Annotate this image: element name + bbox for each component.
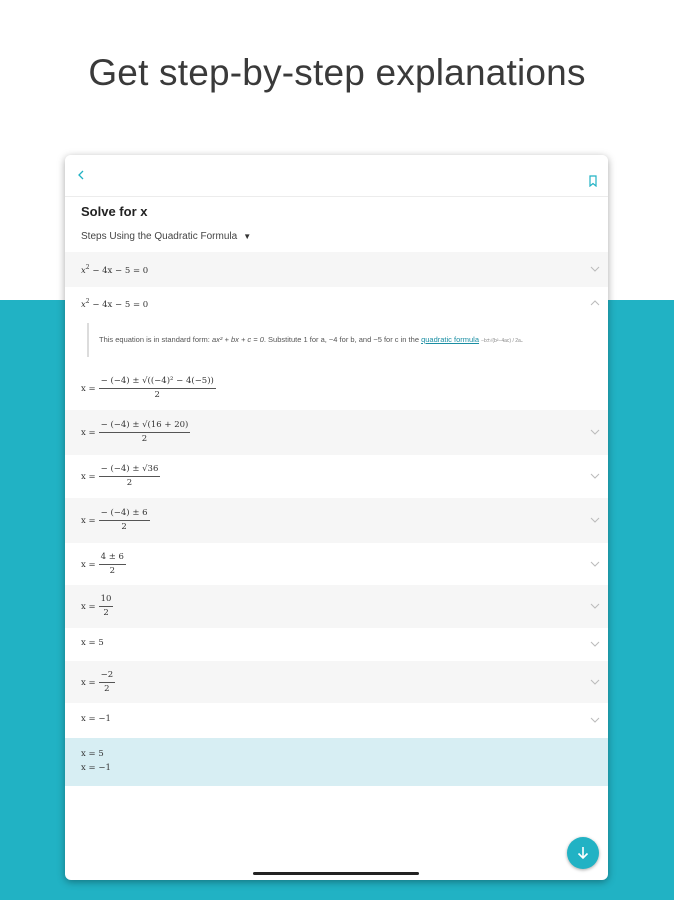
step-equation: $x^2 - 4x - 5 = 0$: [81, 298, 149, 310]
step-equation: x = $\frac{\text{− (−4) ± √((−4)² − 4(−5))}}{2}$: [81, 376, 214, 400]
tablet-screen: [65, 155, 608, 880]
final-answer: [65, 738, 608, 786]
step-row[interactable]: [65, 628, 608, 661]
method-label: Steps Using the Quadratic Formula: [81, 231, 238, 242]
step-equation: x = $\frac{- (-4) \pm √(16 + 20)}{2}$: [81, 420, 189, 444]
step-row[interactable]: [65, 410, 608, 455]
chevron-down-icon[interactable]: [590, 266, 600, 272]
chevron-down-icon[interactable]: [590, 429, 600, 435]
step-row[interactable]: [65, 498, 608, 543]
step-equation: $x^2 - 4x - 5 = 0$: [81, 264, 149, 276]
chevron-up-icon[interactable]: [590, 300, 600, 306]
page-title: Solve for x: [81, 204, 148, 219]
arrow-down-icon: [567, 837, 599, 869]
step-equation: x = $\frac{-2}{2}$: [81, 670, 114, 694]
explanation-note: This equation is in standard form: ax² + bx + c = 0. Substitute 1 for a, −4 for b, and −5 for c in the quadratic formula −b±√(b²−4ac) / 2a.: [87, 323, 592, 357]
promo-headline: Get step-by-step explanations: [88, 52, 586, 93]
step-equation: x = 5: [81, 638, 104, 648]
final-answer-line: x = −1: [81, 763, 111, 773]
chevron-down-icon[interactable]: [590, 717, 600, 723]
step-equation: x = −1: [81, 714, 111, 724]
chevron-down-icon[interactable]: [590, 473, 600, 479]
chevron-down-icon[interactable]: [590, 561, 600, 567]
caret-down-icon: ▼: [243, 232, 252, 241]
step-row[interactable]: [65, 543, 608, 585]
step-row[interactable]: [65, 585, 608, 628]
home-indicator: [253, 872, 419, 875]
step-equation: x = $\frac{10}{2}$: [81, 594, 112, 618]
quadratic-formula-link[interactable]: quadratic formula: [421, 335, 480, 344]
chevron-down-icon[interactable]: [590, 641, 600, 647]
chevron-left-icon[interactable]: [74, 168, 88, 182]
chevron-down-icon[interactable]: [590, 517, 600, 523]
final-answer-line: x = 5: [81, 749, 104, 759]
step-row[interactable]: [65, 455, 608, 498]
bookmark-icon[interactable]: [588, 175, 598, 187]
step-row[interactable]: [65, 661, 608, 703]
method-dropdown[interactable]: [81, 231, 251, 242]
chevron-down-icon[interactable]: [590, 679, 600, 685]
step-equation: x = $\frac{4 \pm 6}{2}$: [81, 552, 124, 576]
step-equation: x = $\frac{- (-4) \pm 6}{2}$: [81, 508, 148, 532]
step-row[interactable]: [65, 252, 608, 287]
chevron-down-icon[interactable]: [590, 603, 600, 609]
scroll-down-button[interactable]: [567, 837, 599, 869]
step-equation: x = $\frac{- (-4) \pm √36}{2}$: [81, 464, 159, 488]
app-bar: [65, 155, 608, 197]
step-row[interactable]: [65, 703, 608, 738]
